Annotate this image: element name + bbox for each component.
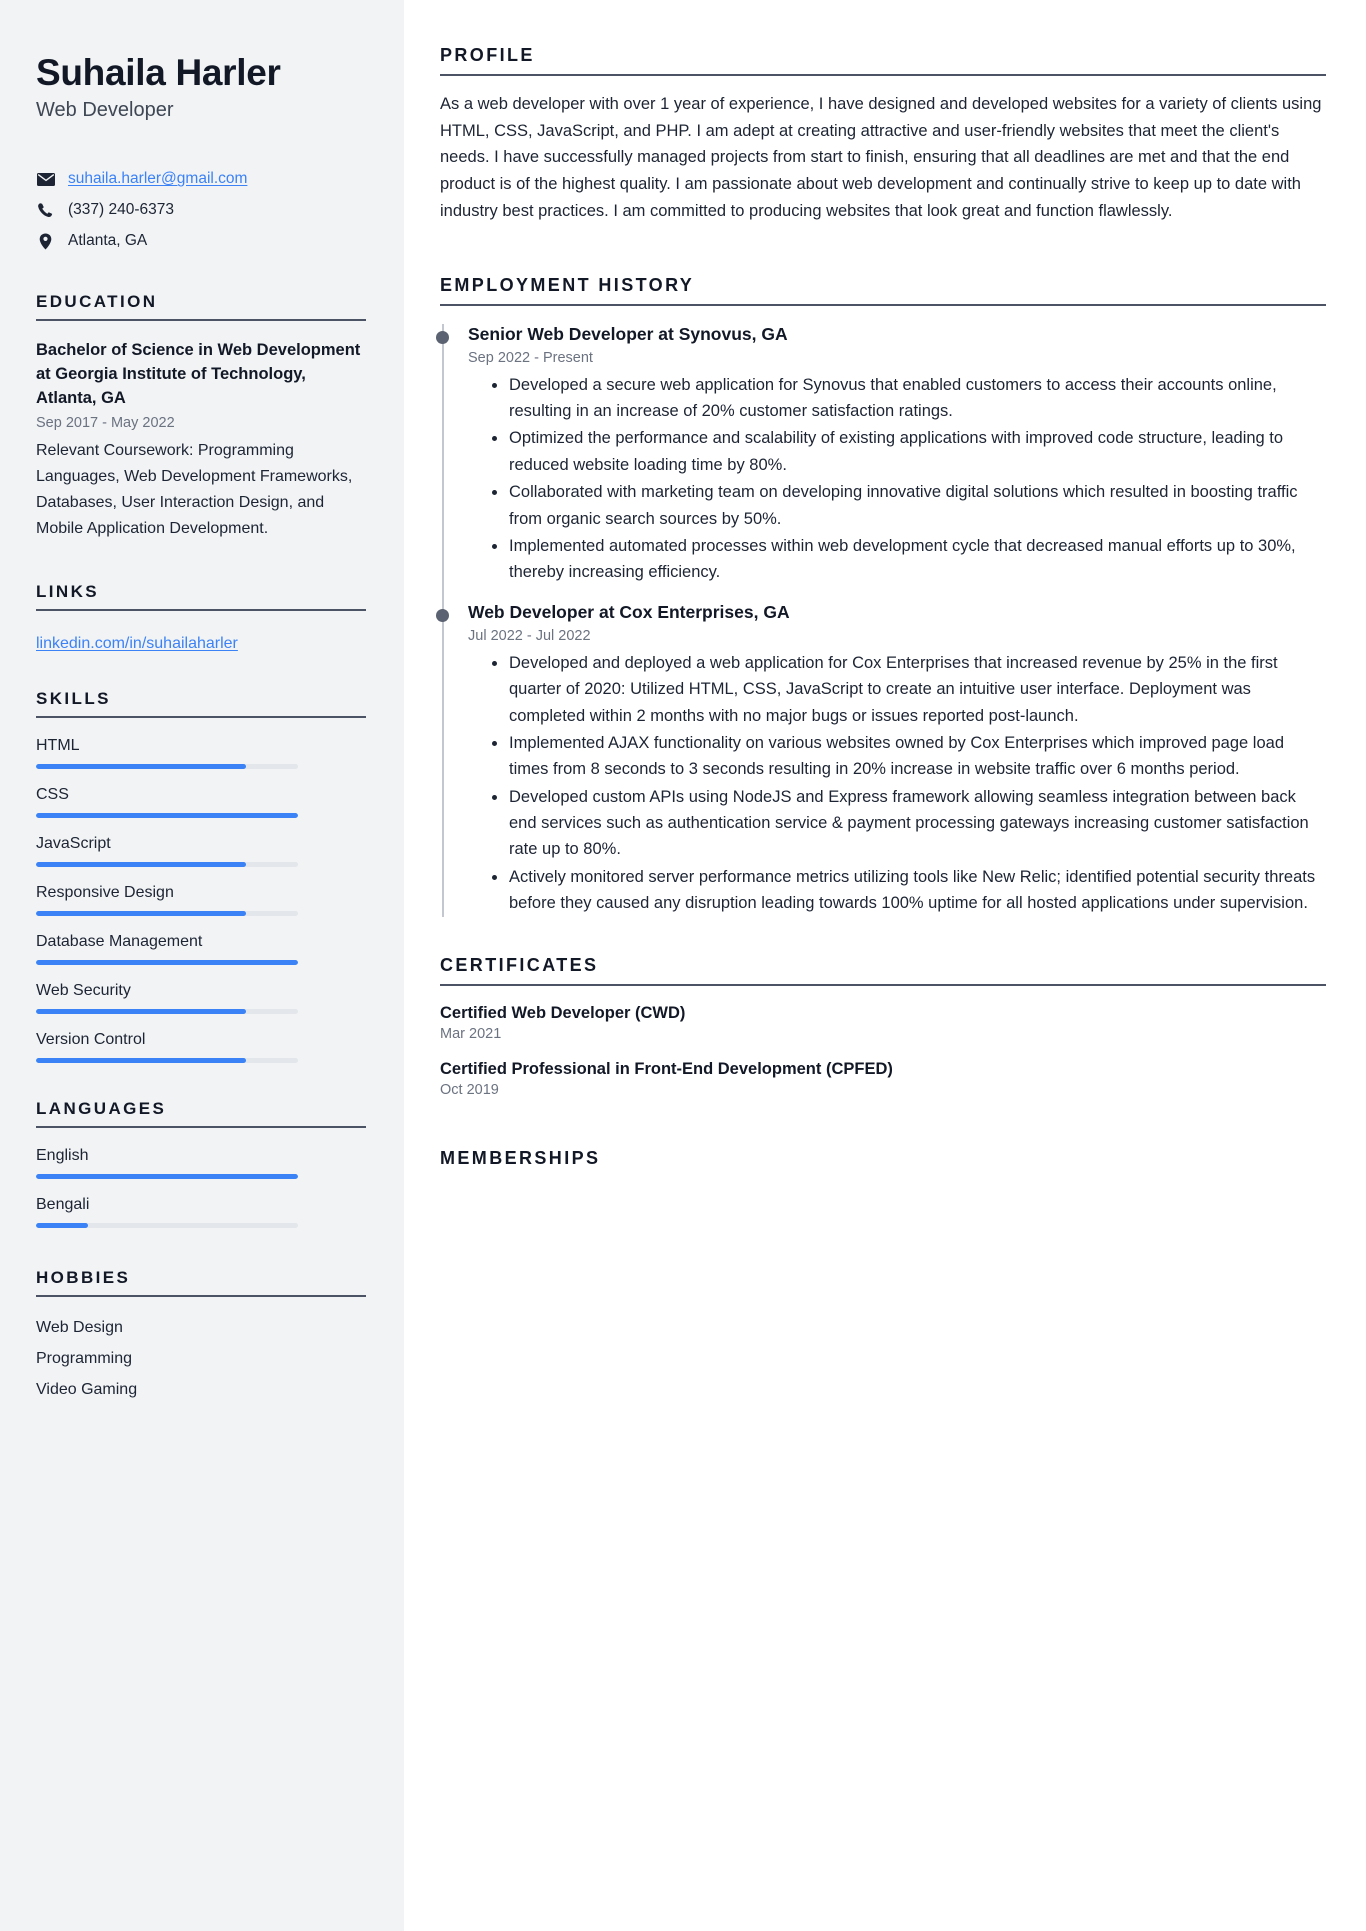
- link-item-linkedin[interactable]: linkedin.com/in/suhailaharler: [36, 634, 238, 652]
- certificate-name: Certified Professional in Front-End Development (CPFED): [440, 1059, 893, 1078]
- job-date: Jul 2022 - Jul 2022: [468, 627, 591, 644]
- location-value: Atlanta, GA: [68, 232, 148, 250]
- certificates-heading: CERTIFICATES: [440, 954, 599, 975]
- links-heading: LINKS: [36, 581, 99, 601]
- skill-row: [36, 933, 366, 965]
- job-bullet-list: [468, 650, 1326, 917]
- skills-list: [36, 737, 366, 1063]
- employment-heading: EMPLOYMENT HISTORY: [440, 274, 695, 295]
- skill-row: [36, 884, 366, 916]
- skill-bar-track: [36, 862, 298, 867]
- hobbies-heading: HOBBIES: [36, 1267, 131, 1287]
- memberships-heading: MEMBERSHIPS: [440, 1147, 601, 1168]
- skill-bar-track: [36, 764, 298, 769]
- certificate-item: [440, 1060, 1326, 1098]
- candidate-job-title: Web Developer: [36, 99, 174, 122]
- certificates-section: [440, 955, 1326, 1098]
- jobs-list: [468, 324, 1326, 917]
- languages-divider: [36, 1126, 366, 1128]
- education-section: [36, 292, 366, 541]
- skill-bar-track: [36, 960, 298, 965]
- hobby-item: Video Gaming: [36, 1380, 138, 1398]
- certificate-date: Mar 2021: [440, 1025, 502, 1042]
- skill-row: [36, 1031, 366, 1063]
- language-row: [36, 1196, 366, 1228]
- skill-label: Database Management: [36, 932, 203, 950]
- languages-list: [36, 1147, 366, 1228]
- job-role: Web Developer at Cox Enterprises, GA: [468, 601, 790, 622]
- phone-icon: [36, 202, 55, 219]
- education-divider: [36, 319, 366, 321]
- job-entry: [468, 324, 1326, 586]
- candidate-name: Suhaila Harler: [36, 52, 281, 93]
- profile-text: As a web developer with over 1 year of experience, I have designed and developed websites for a variety of clients using HTML, CSS, JavaScript, and PHP. I am adept at creating attractive and user-friendly websites that meet the client's needs. I have successfully managed projects from start to finish, ensuring that all deadlines are met and that the end product is of the highest quality. I am passionate about web development and continually strive to keep up to date with industry best practices. I am committed to producing websites that look great and function flawlessly.: [440, 95, 1322, 220]
- location-pin-icon: [36, 233, 55, 250]
- employment-divider: [440, 304, 1326, 306]
- hobby-item: Web Design: [36, 1318, 123, 1336]
- skill-row: [36, 835, 366, 867]
- skill-bar-fill: [36, 1009, 246, 1014]
- job-bullet: Implemented automated processes within web development cycle that decreased manual efforts up to 30%, thereby increasing efficiency.: [490, 533, 1326, 586]
- employment-timeline: [440, 324, 1326, 917]
- skill-label: HTML: [36, 736, 80, 754]
- job-role: Senior Web Developer at Synovus, GA: [468, 323, 788, 344]
- profile-heading: PROFILE: [440, 45, 535, 65]
- skill-bar-track: [36, 813, 298, 818]
- links-section: [36, 582, 366, 653]
- certificate-name: Certified Web Developer (CWD): [440, 1003, 686, 1022]
- skill-bar-fill: [36, 960, 298, 965]
- hobbies-section: [36, 1268, 366, 1399]
- job-bullet: Implemented AJAX functionality on various websites owned by Cox Enterprises which improved page load times from 8 seconds to 3 seconds resulting in 20% increase in website traffic over 6 months period.: [490, 730, 1326, 783]
- section-spacer: [440, 233, 1326, 275]
- education-degree: Bachelor of Science in Web Development at Georgia Institute of Technology, Atlanta, GA: [36, 341, 361, 408]
- language-bar-track: [36, 1174, 298, 1179]
- skill-label: Web Security: [36, 981, 131, 999]
- education-description: Relevant Coursework: Programming Languages, Web Development Frameworks, Databases, User Interaction Design, and Mobile Application Development.: [36, 442, 353, 537]
- timeline-dot-icon: [436, 609, 449, 622]
- language-bar-fill: [36, 1223, 88, 1228]
- skill-bar-fill: [36, 862, 246, 867]
- certificates-list: [440, 1004, 1326, 1098]
- language-label: Bengali: [36, 1195, 90, 1213]
- job-bullet: Developed and deployed a web application for Cox Enterprises that increased revenue by 25% in the first quarter of 2020: Utilized HTML, CSS, JavaScript to create an intuitive user interface. Deployment was completed within 2 months with no major bugs or issues reported post-launch.: [490, 650, 1326, 729]
- sidebar: [0, 0, 404, 1931]
- skill-row: [36, 737, 366, 769]
- job-bullet: Collaborated with marketing team on developing innovative digital solutions which resulted in boosting traffic from organic search sources by 50%.: [490, 479, 1326, 532]
- skill-bar-fill: [36, 911, 246, 916]
- contact-list: [36, 168, 366, 252]
- skill-row: [36, 982, 366, 1014]
- languages-heading: LANGUAGES: [36, 1098, 167, 1118]
- profile-section: [440, 45, 1326, 225]
- languages-section: [36, 1099, 366, 1228]
- skill-row: [36, 786, 366, 818]
- skill-bar-track: [36, 1058, 298, 1063]
- main-content: [404, 0, 1366, 1931]
- job-bullet: Actively monitored server performance metrics utilizing tools like New Relic; identified potential security threats before they caused any disruption leading towards 100% uptime for all hosted applications under supervision.: [490, 864, 1326, 917]
- skill-bar-fill: [36, 1058, 246, 1063]
- employment-section: [440, 275, 1326, 917]
- skills-section: [36, 689, 366, 1063]
- education-heading: EDUCATION: [36, 292, 158, 312]
- job-bullet: Optimized the performance and scalability of existing applications with improved code structure, leading to reduced website loading time by 80%.: [490, 425, 1326, 478]
- skill-label: JavaScript: [36, 834, 111, 852]
- contact-row-phone: [36, 199, 366, 221]
- envelope-icon: [36, 173, 55, 186]
- skill-bar-fill: [36, 764, 246, 769]
- skill-bar-track: [36, 911, 298, 916]
- section-spacer: [440, 925, 1326, 955]
- hobbies-divider: [36, 1295, 366, 1297]
- hobby-item: Programming: [36, 1349, 133, 1367]
- timeline-dot-icon: [436, 331, 449, 344]
- skill-label: CSS: [36, 785, 69, 803]
- skills-divider: [36, 716, 366, 718]
- language-row: [36, 1147, 366, 1179]
- job-date: Sep 2022 - Present: [468, 349, 593, 366]
- education-date: Sep 2017 - May 2022: [36, 415, 175, 432]
- certificate-date: Oct 2019: [440, 1081, 499, 1098]
- memberships-section: [440, 1148, 1326, 1169]
- contact-row-location: [36, 230, 366, 252]
- job-bullet: Developed a secure web application for Synovus that enabled customers to access their accounts online, resulting in an increase of 20% customer satisfaction ratings.: [490, 372, 1326, 425]
- section-spacer: [440, 1106, 1326, 1148]
- skill-bar-track: [36, 1009, 298, 1014]
- language-label: English: [36, 1146, 89, 1164]
- contact-row-email[interactable]: [36, 168, 366, 190]
- profile-divider: [440, 74, 1326, 76]
- phone-value: (337) 240-6373: [68, 201, 174, 219]
- job-bullet-list: [468, 372, 1326, 586]
- language-bar-track: [36, 1223, 298, 1228]
- language-bar-fill: [36, 1174, 298, 1179]
- email-value[interactable]: suhaila.harler@gmail.com: [68, 170, 248, 188]
- links-divider: [36, 609, 366, 611]
- certificates-divider: [440, 984, 1326, 986]
- certificate-item: [440, 1004, 1326, 1042]
- skill-label: Responsive Design: [36, 883, 174, 901]
- hobbies-list: [36, 1319, 366, 1399]
- skill-bar-fill: [36, 813, 298, 818]
- job-entry: [468, 602, 1326, 917]
- skill-label: Version Control: [36, 1030, 146, 1048]
- job-bullet: Developed custom APIs using NodeJS and Express framework allowing seamless integration between back end services such as authentication service & payment processing gateways increasing customer satisfaction rate up to 80%.: [490, 784, 1326, 863]
- skills-heading: SKILLS: [36, 688, 111, 708]
